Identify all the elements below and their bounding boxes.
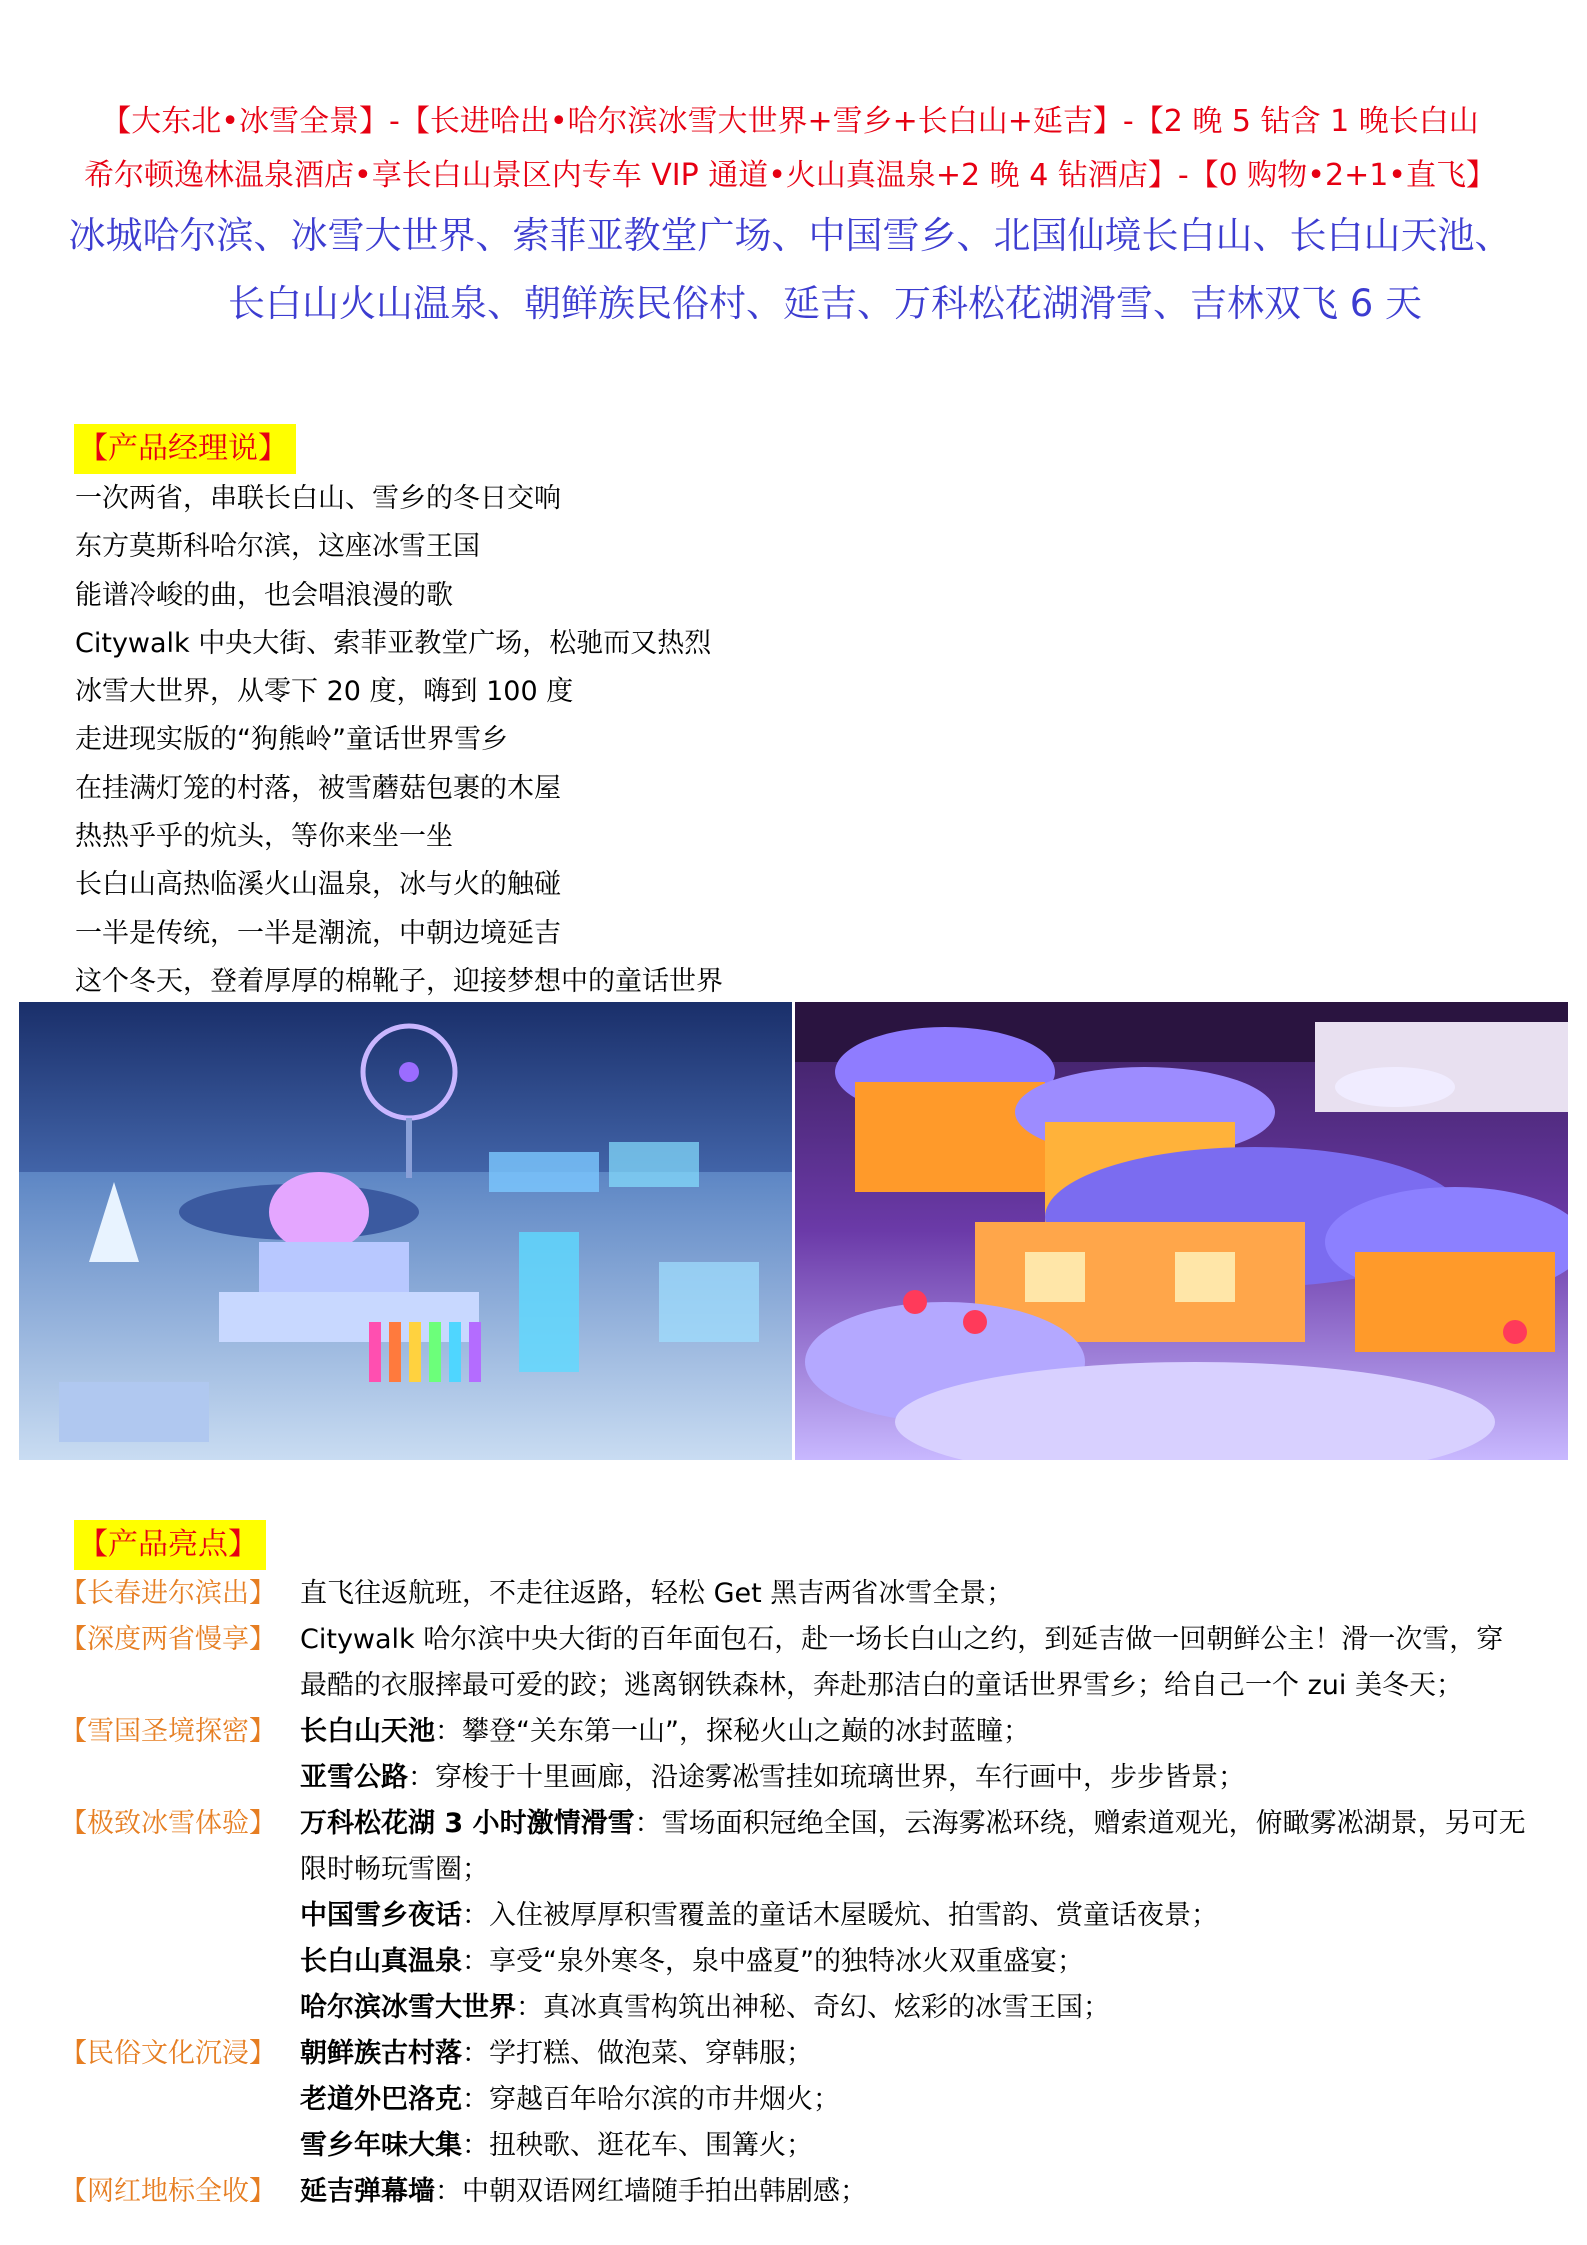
highlight-category: 【极致冰雪体验】 bbox=[60, 1808, 276, 1839]
highlight-text: ：中朝双语网红墙随手拍出韩剧感； bbox=[435, 2176, 867, 2207]
highlight-text: ：学打糕、做泡菜、穿韩服； bbox=[462, 2038, 813, 2069]
highlight-text: Citywalk 哈尔滨中央大街的百年面包石，赴一场长白山之约，到延吉做一回朝鲜公主！滑一次雪，穿最酷的衣服摔最可爱的跤；逃离钢铁森林，奔赴那洁白的童话世界雪乡；给自己一个 zui 美冬天； bbox=[300, 1624, 1504, 1701]
highlight-bold: 雪乡年味大集 bbox=[300, 2130, 462, 2161]
highlight-text: ：享受“泉外寒冬，泉中盛夏”的独特冰火双重盛宴； bbox=[462, 1946, 1084, 1977]
title-red-line-1: 【大东北•冰雪全景】-【长进哈出•哈尔滨冰雪大世界+雪乡+长白山+延吉】-【2 晚 5 钻含 1 晚长白山 bbox=[101, 104, 1479, 139]
poem-line: Citywalk 中央大街、索菲亚教堂广场，松驰而又热烈 bbox=[75, 627, 712, 659]
highlight-text: ：扭秧歌、逛花车、围篝火； bbox=[462, 2130, 813, 2161]
poem-line: 冰雪大世界，从零下 20 度，嗨到 100 度 bbox=[75, 676, 574, 708]
highlight-bold: 长白山天池 bbox=[300, 1716, 435, 1747]
title-blue-line-2: 长白山火山温泉、朝鲜族民俗村、延吉、万科松花湖滑雪、吉林双飞 6 天 bbox=[227, 282, 1423, 325]
highlight-bold: 亚雪公路 bbox=[300, 1762, 408, 1793]
highlight-bold: 哈尔滨冰雪大世界 bbox=[300, 1992, 516, 2023]
highlight-text: ：穿越百年哈尔滨的市井烟火； bbox=[462, 2084, 840, 2115]
highlight-row bbox=[60, 1709, 1530, 1755]
poem-line: 一半是传统，一半是潮流，中朝边境延吉 bbox=[75, 917, 561, 949]
manager-section-label: 【产品经理说】 bbox=[74, 424, 296, 474]
highlight-bold: 中国雪乡夜话 bbox=[300, 1900, 462, 1931]
highlight-text: ：入住被厚厚积雪覆盖的童话木屋暖炕、拍雪韵、赏童话夜景； bbox=[462, 1900, 1218, 1931]
ice-snow-world-photo bbox=[19, 1002, 792, 1460]
poem-line: 能谱冷峻的曲，也会唱浪漫的歌 bbox=[75, 579, 453, 611]
highlight-row bbox=[60, 1617, 1530, 1709]
poem-line: 在挂满灯笼的村落，被雪蘑菇包裹的木屋 bbox=[75, 772, 561, 804]
highlight-bold: 长白山真温泉 bbox=[300, 1946, 462, 1977]
poem-line: 走进现实版的“狗熊岭”童话世界雪乡 bbox=[75, 724, 508, 756]
highlight-row bbox=[60, 2077, 1530, 2123]
highlight-text: ：真冰真雪构筑出神秘、奇幻、炫彩的冰雪王国； bbox=[516, 1992, 1110, 2023]
manager-poem bbox=[75, 475, 723, 1006]
highlight-category: 【网红地标全收】 bbox=[60, 2176, 276, 2207]
highlight-row bbox=[60, 1801, 1530, 1893]
poem-line: 一次两省，串联长白山、雪乡的冬日交响 bbox=[75, 483, 561, 514]
poem-line: 长白山高热临溪火山温泉，冰与火的触碰 bbox=[75, 869, 561, 901]
snow-town-photo bbox=[795, 1002, 1568, 1460]
highlight-bold: 延吉弹幕墙 bbox=[300, 2176, 435, 2207]
highlight-row bbox=[60, 1571, 1530, 1617]
highlight-text: ：穿梭于十里画廊，沿途雾凇雪挂如琉璃世界，车行画中，步步皆景； bbox=[408, 1762, 1245, 1793]
highlight-row bbox=[60, 1755, 1530, 1801]
highlight-text: ：攀登“关东第一山”，探秘火山之巅的冰封蓝瞳； bbox=[435, 1716, 1030, 1747]
highlights-section-label: 【产品亮点】 bbox=[74, 1520, 266, 1570]
highlight-text: ：雪场面积冠绝全国，云海雾凇环绕，赠索道观光，俯瞰雾凇湖景，另可无限时畅玩雪圈； bbox=[300, 1808, 1526, 1885]
poem-line: 这个冬天，登着厚厚的棉靴子，迎接梦想中的童话世界 bbox=[75, 965, 723, 997]
title-red-line-2: 希尔顿逸林温泉酒店•享长白山景区内专车 VIP 通道•火山真温泉+2 晚 4 钻酒店】-【0 购物•2+1•直飞】 bbox=[84, 158, 1496, 193]
highlight-category: 【雪国圣境探密】 bbox=[60, 1716, 276, 1747]
highlight-bold: 朝鲜族古村落 bbox=[300, 2038, 462, 2069]
poem-line: 热热乎乎的炕头，等你来坐一坐 bbox=[75, 821, 453, 853]
poem-line: 东方莫斯科哈尔滨，这座冰雪王国 bbox=[75, 531, 480, 563]
highlight-row bbox=[60, 2123, 1530, 2169]
highlight-bold: 万科松花湖 3 小时激情滑雪 bbox=[300, 1808, 635, 1839]
highlight-category: 【民俗文化沉浸】 bbox=[60, 2038, 276, 2069]
highlight-row bbox=[60, 1939, 1530, 1985]
highlight-category: 【长春进尔滨出】 bbox=[60, 1578, 276, 1609]
highlight-row bbox=[60, 1985, 1530, 2031]
highlight-row bbox=[60, 1893, 1530, 1939]
highlight-row bbox=[60, 2169, 1530, 2215]
title-blue-line-1: 冰城哈尔滨、冰雪大世界、索菲亚教堂广场、中国雪乡、北国仙境长白山、长白山天池、 bbox=[68, 214, 1512, 257]
highlights-list bbox=[60, 1571, 1530, 2215]
highlight-bold: 老道外巴洛克 bbox=[300, 2084, 462, 2115]
highlight-row bbox=[60, 2031, 1530, 2077]
highlight-category: 【深度两省慢享】 bbox=[60, 1624, 276, 1655]
highlight-text: 直飞往返航班，不走往返路，轻松 Get 黑吉两省冰雪全景； bbox=[300, 1578, 1014, 1609]
